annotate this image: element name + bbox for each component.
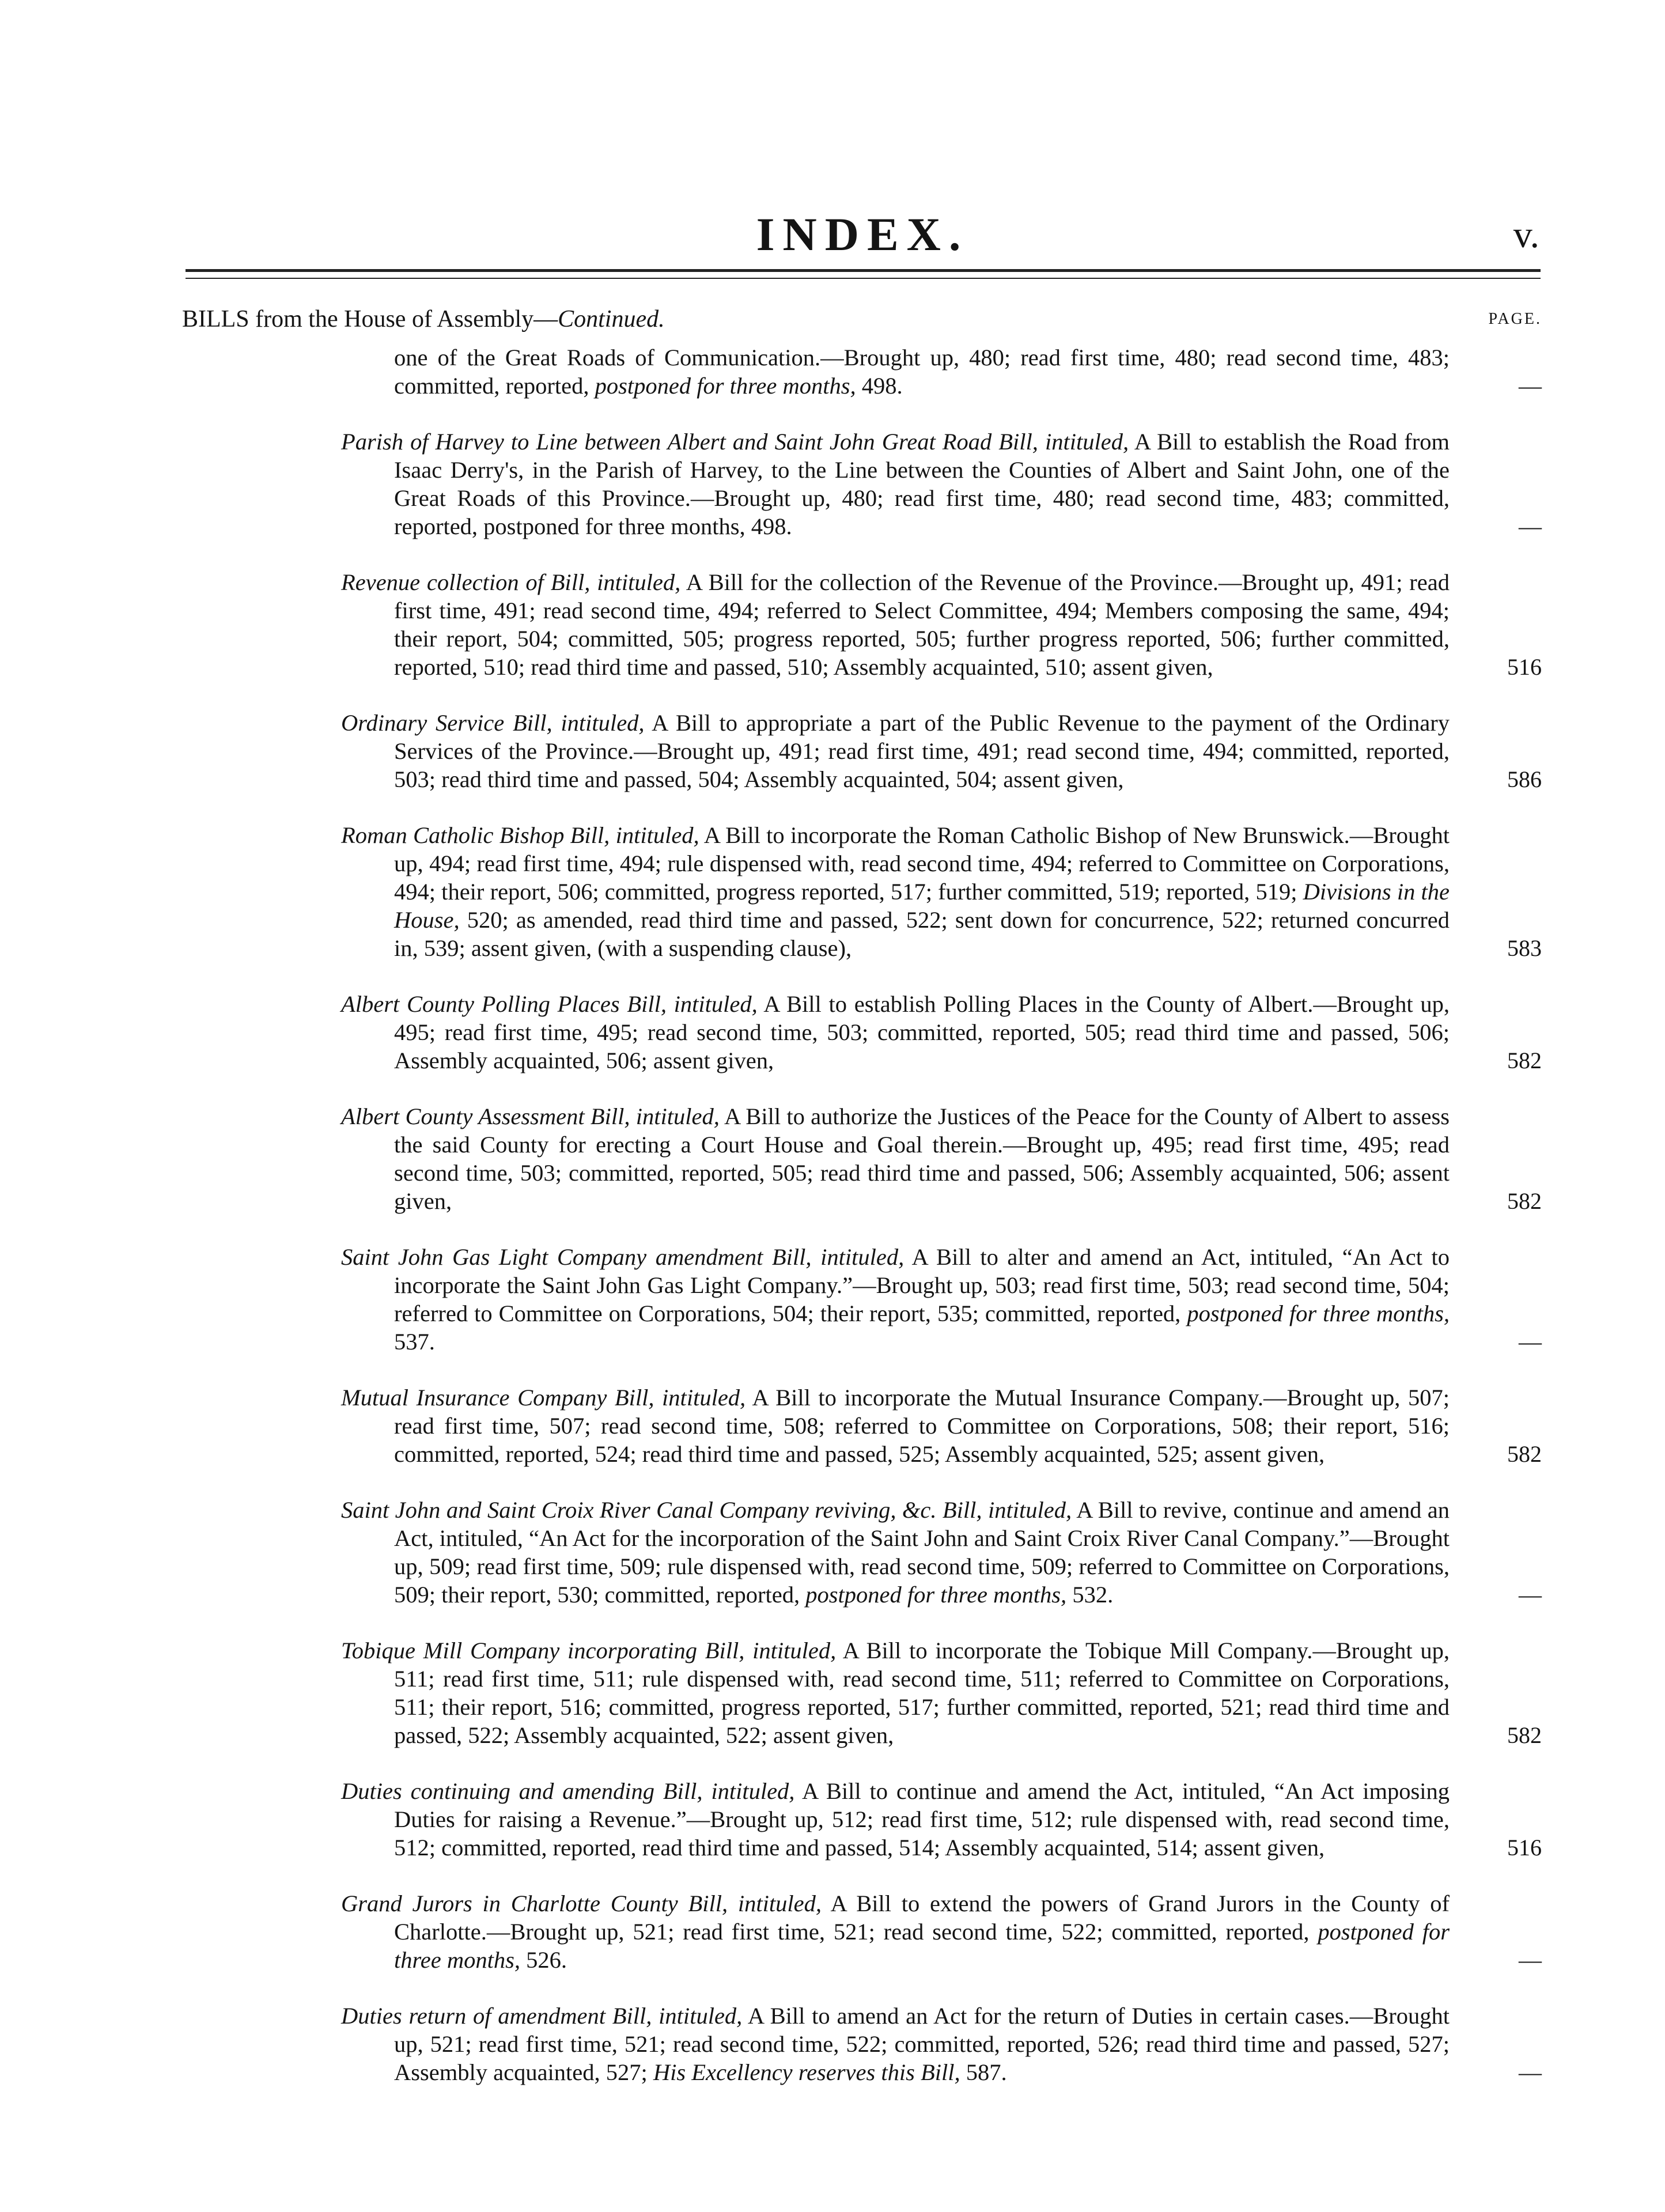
entry-title: Albert County Polling Places Bill, intituled, [341,991,758,1017]
entry-page: 516 [1507,654,1542,680]
page-title: INDEX. [756,208,969,260]
entry-text: A Bill to extend the powers of Grand Jurors in the County of Charlotte.—Brought up, 521; read first time, 521; read second time, 522; committed, reported, [394,1890,1450,1945]
page-column-label: PAGE. [1488,310,1542,328]
section-continued: Continued. [558,306,665,332]
entry-text: A Bill to incorporate the Tobique Mill Company.—Brought up, 511; read first time, 511; rule dispensed with, read second time, 511; referred to Committee on Corporations, 511; their report, 516; committed, progress reported, 517; further committed, reported, 521; read third time and passed, 522; Assembly acquainted, 522; assent given, [394,1638,1450,1748]
index-entry [341,343,1542,400]
index-entry [341,1496,1542,1609]
index-entry [341,428,1542,540]
index-entry [341,1889,1542,1974]
entry-text: A Bill to establish the Road from Isaac Derry's, in the Parish of Harvey, to the Line between the Counties of Albert and Saint John, one of the Great Roads of this Province.—Brought up, 480; read first time, 480; read second time, 483; committed, reported, postponed for three months, 498. [394,429,1450,539]
entry-title: Tobique Mill Company incorporating Bill, intituled, [341,1638,837,1663]
entry-text: A Bill to authorize the Justices of the Peace for the County of Albert to assess the said County for erecting a Court House and Goal therein.—Brought up, 495; read first time, 495; read second time, 503; committed, reported, 505; read third time and passed, 506; Assembly acquainted, 506; assent given, [394,1103,1450,1214]
entry-title: Mutual Insurance Company Bill, intituled, [341,1385,746,1411]
entry-text: A Bill to alter and amend an Act, intituled, “An Act to incorporate the Saint John Gas Light Company.”—Brought up, 503; read first time, 503; read second time, 504; referred to Committee on Corporations, 504; their report, 535; committed, reported, [394,1244,1450,1326]
entry-text: A Bill to incorporate the Roman Catholic Bishop of New Brunswick.—Brought up, 494; read first time, 494; rule dispensed with, read second time, 494; referred to Committee on Corporations, 494; their report, 506; committed, progress reported, 517; further committed, 519; reported, 519; [394,822,1450,905]
index-entry [341,1636,1542,1749]
index-entry [341,2002,1542,2086]
entry-page: — [1519,1582,1542,1608]
index-entries [341,343,1542,2114]
entry-tail: 526. [520,1947,567,1973]
entry-italic-text: postponed for three months, [1187,1300,1450,1326]
entry-page: 583 [1507,935,1542,961]
header-rule-thin [186,278,1541,279]
index-entry [341,1243,1542,1356]
entry-text: A Bill to incorporate the Mutual Insurance Company.—Brought up, 507; read first time, 507; read second time, 508; referred to Committee on Corporations, 508; their report, 516; committed, reported, 524; read third time and passed, 525; Assembly acquainted, 525; assent given, [394,1385,1450,1467]
entry-page: — [1519,1947,1542,1973]
entry-title: Albert County Assessment Bill, intituled, [341,1103,720,1129]
entry-page: 582 [1507,1188,1542,1214]
entry-title: Saint John and Saint Croix River Canal Company reviving, &c. Bill, intituled, [341,1497,1072,1523]
entry-text: A Bill to revive, continue and amend an Act, intituled, “An Act for the incorporation of the Saint John and Saint Croix River Canal Company.”—Brought up, 509; read first time, 509; rule dispensed with, read second time, 509; referred to Committee on Corporations, 509; their report, 530; committed, reported, [394,1497,1450,1608]
header-rule-thick [186,269,1541,272]
entry-text: A Bill for the collection of the Revenue of the Province.—Brought up, 491; read first time, 491; read second time, 494; referred to Select Committee, 494; Members composing the same, 494; their report, 504; committed, 505; progress reported, 505; further progress reported, 506; further committed, reported, 510; read third time and passed, 510; Assembly acquainted, 510; assent given, [394,569,1450,680]
entry-text: A Bill to establish Polling Places in the County of Albert.—Brought up, 495; read first time, 495; read second time, 503; committed, reported, 505; read third time and passed, 506; Assembly acquainted, 506; assent given, [394,991,1450,1073]
entry-title: Ordinary Service Bill, intituled, [341,710,645,736]
entry-title: Duties return of amendment Bill, intituled, [341,2003,743,2029]
entry-page: 516 [1507,1835,1542,1861]
entry-text: A Bill to amend an Act for the return of Duties in certain cases.—Brought up, 521; read first time, 521; read second time, 522; committed, reported, 526; read third time and passed, 527; Assembly acquainted, 527; [394,2003,1450,2085]
entry-title: Roman Catholic Bishop Bill, intituled, [341,822,699,848]
entry-page: — [1519,373,1542,399]
entry-tail: 537. [394,1329,435,1355]
entry-title: Duties continuing and amending Bill, intituled, [341,1778,795,1804]
entry-text: one of the Great Roads of Communication.—Brought up, 480; read first time, 480; read second time, 483; committed, reported, [394,345,1450,399]
entry-tail: 498. [856,373,903,399]
entry-italic-text: Divisions in the House, [394,879,1450,933]
entry-italic-text: His Excellency reserves this Bill, [653,2059,960,2085]
entry-title: Parish of Harvey to Line between Albert and Saint John Great Road Bill, intituled, [341,429,1129,455]
entry-text: A Bill to appropriate a part of the Public Revenue to the payment of the Ordinary Services of the Province.—Brought up, 491; read first time, 491; read second time, 494; committed, reported, 503; read third time and passed, 504; Assembly acquainted, 504; assent given, [394,710,1450,792]
entry-title: Saint John Gas Light Company amendment Bill, intituled, [341,1244,905,1270]
section-heading [182,305,1542,333]
entry-italic-text: postponed for three months, [595,373,856,399]
entry-page: 582 [1507,1441,1542,1467]
entry-page: 586 [1507,766,1542,792]
index-entry [341,568,1542,681]
entry-page: 582 [1507,1722,1542,1748]
entry-tail: 532. [1066,1582,1114,1608]
entry-page: — [1519,513,1542,539]
entry-tail: 520; as amended, read third time and passed, 522; sent down for concurrence, 522; returned concurred in, 539; assent given, (with a suspending clause), [394,907,1450,961]
section-label: BILLS from the House of Assembly— [182,306,558,332]
index-entry [341,1102,1542,1215]
entry-page: — [1519,2059,1542,2085]
entry-page: — [1519,1329,1542,1355]
entry-title: Revenue collection of Bill, intituled, [341,569,681,595]
index-entry [341,1383,1542,1468]
entry-italic-text: postponed for three months, [805,1582,1067,1608]
page-header [186,207,1539,265]
index-entry [341,990,1542,1075]
index-entry [341,709,1542,793]
entry-tail: 587. [960,2059,1007,2085]
entry-title: Grand Jurors in Charlotte County Bill, intituled, [341,1890,822,1916]
entry-page: 582 [1507,1048,1542,1073]
entry-text: A Bill to continue and amend the Act, intituled, “An Act imposing Duties for raising a Revenue.”—Brought up, 512; read first time, 512; rule dispensed with, read second time, 512; committed, reported, read third time and passed, 514; Assembly acquainted, 514; assent given, [394,1778,1450,1861]
index-entry [341,821,1542,962]
page-number: v. [1513,214,1539,256]
entry-italic-text: postponed for three months, [394,1919,1450,1973]
index-entry [341,1777,1542,1862]
